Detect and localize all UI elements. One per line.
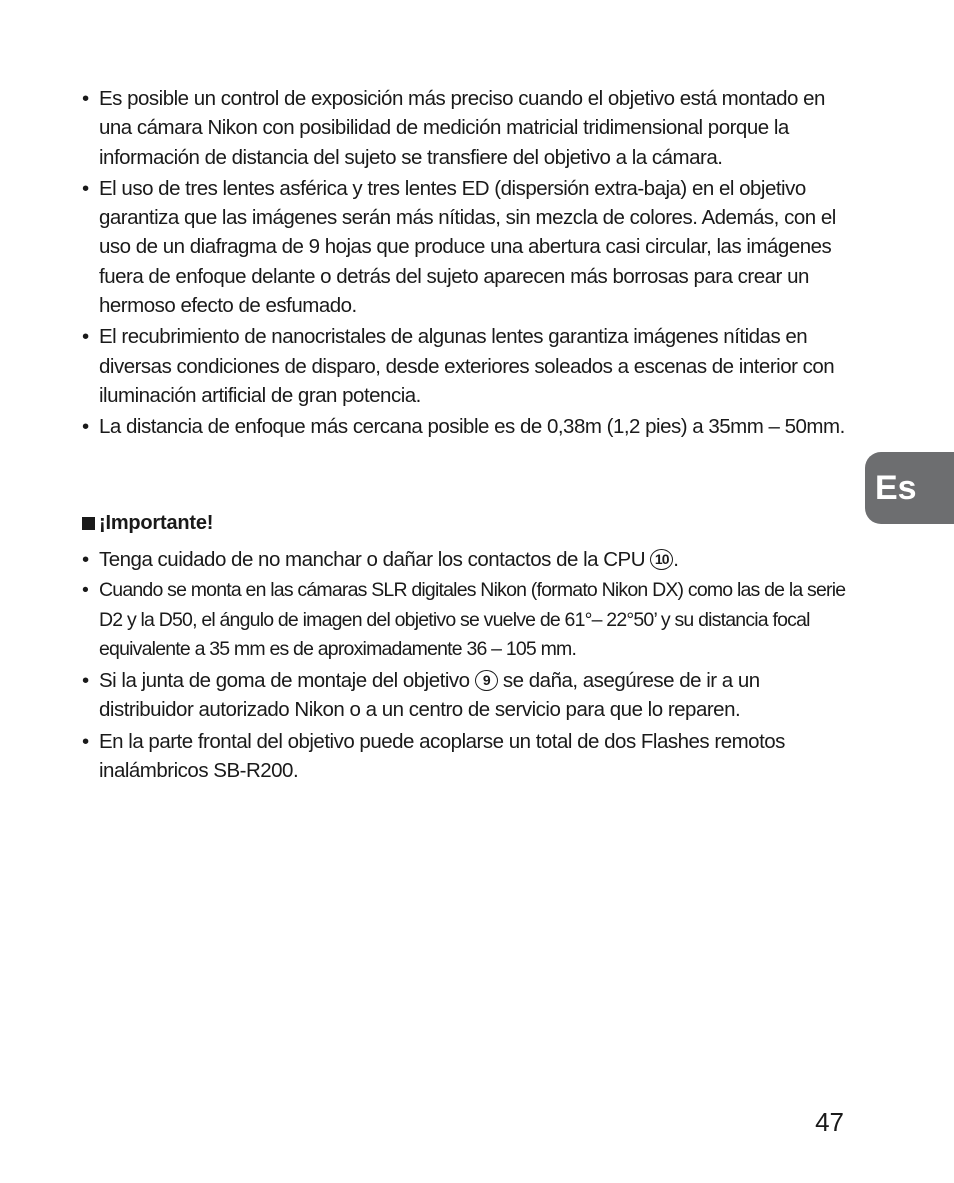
feature-item-aspherical-lenses: • El uso de tres lentes asférica y tres lentes ED (dispersión extra-baja) en el objetivo garantiza que las imágenes serán más nítidas, sin mezcla de colores. Además, con el uso de un diafragma de 9 hojas que produce una abertura casi circular, las imágenes fuera de enfoque delante o detrás del sujeto aparecen más borrosas para crear un hermoso efecto de esfumado. [82, 174, 852, 320]
page-number: 47 [815, 1107, 844, 1137]
callout-10-icon: 10 [650, 549, 673, 570]
feature-item-matrix-metering: • Es posible un control de exposición más preciso cuando el objetivo está montado en una cámara Nikon con posibilidad de medición matricial tridimensional porque la información de distancia del sujeto se transfiere del objetivo a la cámara. [82, 84, 852, 172]
feature-item-nano-crystal-coat: • El recubrimiento de nanocristales de algunas lentes garantiza imágenes nítidas en diversas condiciones de disparo, desde exteriores soleados a escenas de interior con iluminación artificial de gran potencia. [82, 322, 852, 410]
feature-item-focus-distance: • La distancia de enfoque más cercana posible es de 0,38m (1,2 pies) a 35mm – 50mm. [82, 412, 852, 441]
features-list [82, 84, 852, 444]
language-tab: Es [865, 452, 954, 524]
square-bullet-icon [82, 517, 95, 530]
important-list [82, 545, 852, 787]
important-item-dx-format: • Cuando se monta en las cámaras SLR digitales Nikon (formato Nikon DX) como las de la serie D2 y la D50, el ángulo de imagen del objetivo se vuelve de 61°– 22°50’ y su distancia focal equivalente a 35 mm es de aproximadamente 36 – 105 mm. [82, 576, 852, 664]
callout-9-icon: 9 [475, 670, 498, 691]
important-heading [82, 512, 213, 535]
important-heading-text: ¡Importante! [99, 512, 214, 534]
important-item-rubber-gasket: • Si la junta de goma de montaje del objetivo 9 se daña, asegúrese de ir a un distribuidor autorizado Nikon o a un centro de servicio para que lo reparen. [82, 666, 852, 725]
important-item-sb-r200: • En la parte frontal del objetivo puede acoplarse un total de dos Flashes remotos inalámbricos SB-R200. [82, 727, 852, 786]
important-item-cpu-contacts: • Tenga cuidado de no manchar o dañar los contactos de la CPU 10 . [82, 545, 852, 574]
